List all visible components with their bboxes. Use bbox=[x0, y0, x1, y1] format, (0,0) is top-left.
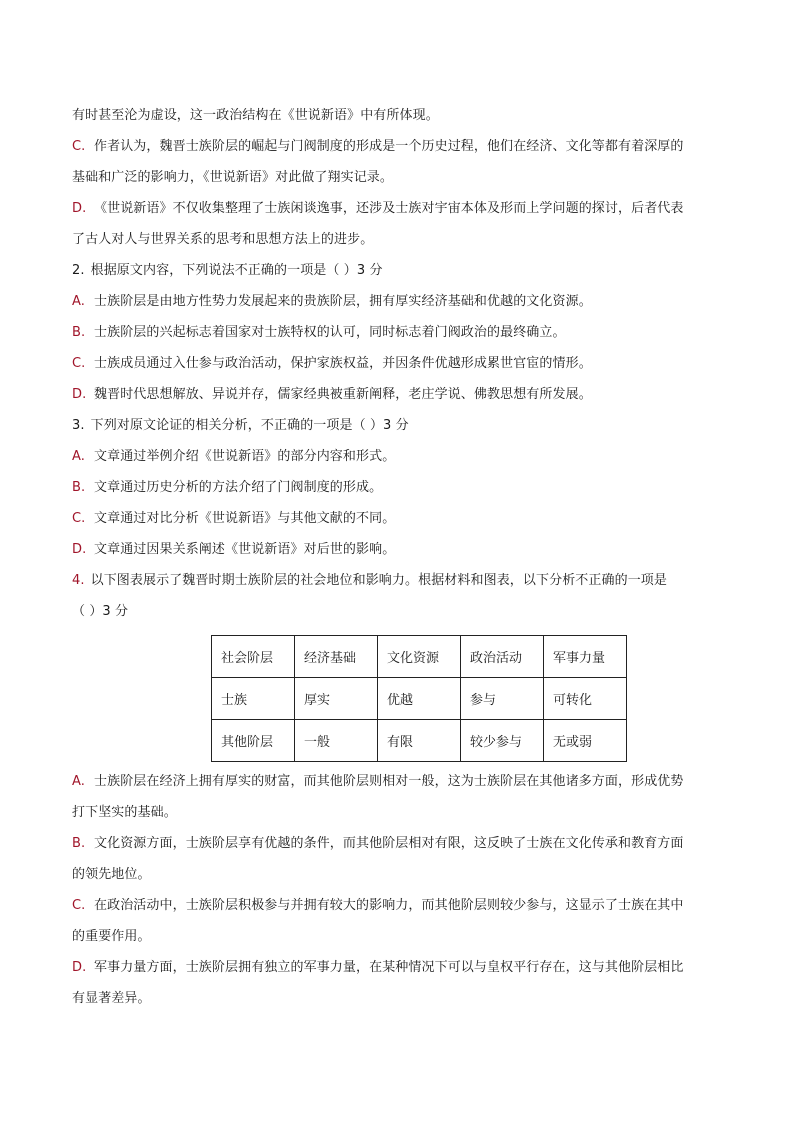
question-2-option-a bbox=[72, 286, 722, 317]
option-text: 文章通过因果关系阐述《世说新语》对后世的影响。 bbox=[94, 542, 396, 557]
option-c-prev-line2 bbox=[72, 162, 722, 193]
option-text: 士族阶层在经济上拥有厚实的财富，而其他阶层则相对一般，这为士族阶层在其他诸多方面，形成优势 bbox=[94, 774, 684, 789]
question-number: 2. bbox=[72, 263, 85, 278]
question-text: 下列对原文论证的相关分析，不正确的一项是（ ）3 分 bbox=[90, 418, 409, 433]
option-text: 魏晋时代思想解放、异说并存，儒家经典被重新阐释，老庄学说、佛教思想有所发展。 bbox=[94, 387, 592, 402]
option-d-prev-line2 bbox=[72, 224, 722, 255]
option-text: 在政治活动中，士族阶层积极参与并拥有较大的影响力，而其他阶层则较少参与，这显示了士族在其中 bbox=[94, 898, 684, 913]
question-4-stem-line1 bbox=[72, 565, 722, 596]
question-number: 3. bbox=[72, 418, 85, 433]
question-3-option-d bbox=[72, 534, 722, 565]
table-cell: 厚实 bbox=[295, 678, 378, 720]
table-cell: 其他阶层 bbox=[212, 720, 295, 762]
option-text: 文章通过对比分析《世说新语》与其他文献的不同。 bbox=[94, 511, 396, 526]
document-page bbox=[72, 100, 722, 1014]
question-3-stem bbox=[72, 410, 722, 441]
question-2-option-d bbox=[72, 379, 722, 410]
table-header-cell: 经济基础 bbox=[295, 636, 378, 678]
question-2-stem bbox=[72, 255, 722, 286]
table-header-cell: 军事力量 bbox=[544, 636, 627, 678]
option-letter: D. bbox=[72, 960, 87, 975]
question-text: 根据原文内容，下列说法不正确的一项是（ ）3 分 bbox=[90, 263, 383, 278]
question-2-option-c bbox=[72, 348, 722, 379]
option-text: 作者认为，魏晋士族阶层的崛起与门阀制度的形成是一个历史过程，他们在经济、文化等都有着深厚的 bbox=[94, 139, 684, 154]
question-number: 4. bbox=[72, 573, 85, 588]
question-2-option-b bbox=[72, 317, 722, 348]
option-letter: C. bbox=[72, 898, 86, 913]
table-header-cell: 政治活动 bbox=[461, 636, 544, 678]
table-cell: 参与 bbox=[461, 678, 544, 720]
option-text: 基础和广泛的影响力，《世说新语》对此做了翔实记录。 bbox=[72, 170, 394, 185]
table-cell: 优越 bbox=[378, 678, 461, 720]
question-4-option-d-line1 bbox=[72, 952, 722, 983]
table-cell: 无或弱 bbox=[544, 720, 627, 762]
table-row bbox=[212, 720, 627, 762]
option-text: 文化资源方面，士族阶层享有优越的条件，而其他阶层相对有限，这反映了士族在文化传承和教育方面 bbox=[94, 836, 684, 851]
option-letter: D. bbox=[72, 542, 87, 557]
question-4-option-d-line2 bbox=[72, 983, 722, 1014]
option-text: 军事力量方面，士族阶层拥有独立的军事力量，在某种情况下可以与皇权平行存在，这与其他阶层相比 bbox=[94, 960, 684, 975]
option-text: 《世说新语》不仅收集整理了士族闲谈逸事，还涉及士族对宇宙本体及形而上学问题的探讨，后者代表 bbox=[94, 201, 684, 216]
question-4-option-a-line1 bbox=[72, 766, 722, 797]
option-letter: D. bbox=[72, 201, 87, 216]
table-cell: 较少参与 bbox=[461, 720, 544, 762]
paragraph-text: 有时甚至沦为虚设，这一政治结构在《世说新语》中有所体现。 bbox=[72, 108, 439, 123]
option-letter: B. bbox=[72, 480, 86, 495]
option-text: 文章通过历史分析的方法介绍了门阀制度的形成。 bbox=[94, 480, 383, 495]
option-letter: D. bbox=[72, 387, 87, 402]
table-header-cell: 文化资源 bbox=[378, 636, 461, 678]
option-text: 的领先地位。 bbox=[72, 867, 151, 882]
option-text: 了古人对人与世界关系的思考和思想方法上的进步。 bbox=[72, 232, 374, 247]
table-cell: 有限 bbox=[378, 720, 461, 762]
table-row bbox=[212, 678, 627, 720]
option-letter: A. bbox=[72, 449, 85, 464]
option-letter: C. bbox=[72, 356, 86, 371]
option-text: 士族阶层是由地方性势力发展起来的贵族阶层，拥有厚实经济基础和优越的文化资源。 bbox=[94, 294, 592, 309]
option-letter: A. bbox=[72, 294, 85, 309]
table-header-row bbox=[212, 636, 627, 678]
question-4-option-a-line2 bbox=[72, 797, 722, 828]
question-4-stem-line2 bbox=[72, 596, 722, 627]
option-c-prev-line1 bbox=[72, 131, 722, 162]
social-class-table-wrapper bbox=[211, 635, 722, 762]
table-cell: 可转化 bbox=[544, 678, 627, 720]
option-letter: A. bbox=[72, 774, 85, 789]
option-text: 有显著差异。 bbox=[72, 991, 151, 1006]
option-letter: B. bbox=[72, 325, 86, 340]
question-4-option-c-line2 bbox=[72, 921, 722, 952]
question-3-option-b bbox=[72, 472, 722, 503]
option-letter: B. bbox=[72, 836, 86, 851]
option-d-prev-line1 bbox=[72, 193, 722, 224]
question-text: （ ）3 分 bbox=[72, 604, 129, 619]
table-header-cell: 社会阶层 bbox=[212, 636, 295, 678]
paragraph-continuation bbox=[72, 100, 722, 131]
table-cell: 一般 bbox=[295, 720, 378, 762]
option-text: 士族阶层的兴起标志着国家对士族特权的认可，同时标志着门阀政治的最终确立。 bbox=[94, 325, 566, 340]
question-text: 以下图表展示了魏晋时期士族阶层的社会地位和影响力。根据材料和图表，以下分析不正确的一项是 bbox=[90, 573, 668, 588]
option-text: 文章通过举例介绍《世说新语》的部分内容和形式。 bbox=[94, 449, 396, 464]
option-letter: C. bbox=[72, 139, 86, 154]
option-text: 的重要作用。 bbox=[72, 929, 151, 944]
question-4-option-c-line1 bbox=[72, 890, 722, 921]
social-class-table bbox=[211, 635, 627, 762]
table-cell: 士族 bbox=[212, 678, 295, 720]
question-4-option-b-line2 bbox=[72, 859, 722, 890]
question-3-option-a bbox=[72, 441, 722, 472]
option-text: 打下坚实的基础。 bbox=[72, 805, 177, 820]
question-4-option-b-line1 bbox=[72, 828, 722, 859]
question-3-option-c bbox=[72, 503, 722, 534]
option-letter: C. bbox=[72, 511, 86, 526]
option-text: 士族成员通过入仕参与政治活动，保护家族权益，并因条件优越形成累世官宦的情形。 bbox=[94, 356, 592, 371]
